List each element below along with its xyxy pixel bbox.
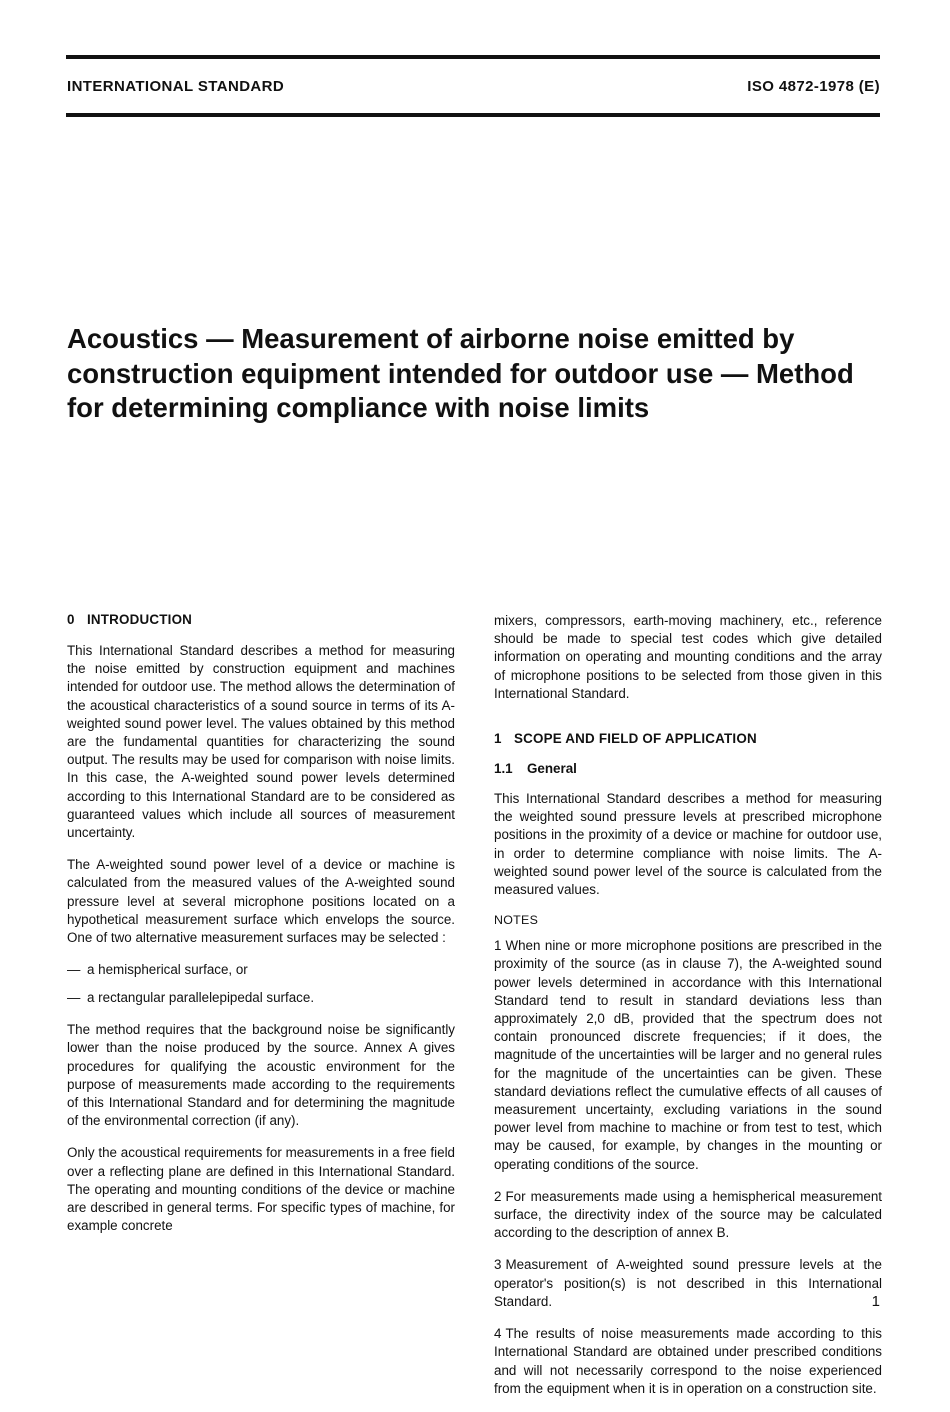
- notes-heading: NOTES: [494, 913, 539, 928]
- note-number: 3: [494, 1257, 502, 1273]
- dash-bullet: —: [67, 962, 81, 978]
- note-number: 2: [494, 1188, 502, 1204]
- section-0-heading: [67, 612, 455, 627]
- top-rule: [66, 55, 880, 59]
- general-paragraph: This International Standard describes a method for measuring the weighted sound pressure levels at prescribed microphone positions in the proximity of a device or machine for outdoor use, in order to determine compliance with noise limits. The A-weighted sound power level of the source is calculated from the measured values.: [494, 791, 882, 898]
- section-1-heading: [494, 731, 882, 746]
- note-number: 1: [494, 938, 502, 954]
- header-document-id: ISO 4872-1978 (E): [747, 78, 880, 95]
- note-item: [494, 1188, 882, 1243]
- document-title: Acoustics — Measurement of airborne noise emitted by construction equipment intended for outdoor use — Method for determining compliance with noise limits: [67, 323, 854, 423]
- intro-paragraph-continued: mixers, compressors, earth-moving machinery, etc., reference should be made to special test codes which give detailed information on operating and mounting conditions and the array of microphone positions to be selected from those given in this International Standard.: [494, 613, 882, 701]
- note-text: Measurement of A-weighted sound pressure levels at the operator's position(s) is not described in this International Standard.: [494, 1257, 882, 1309]
- right-column: [494, 612, 882, 1412]
- section-title: INTRODUCTION: [87, 612, 193, 627]
- list-item-text: a rectangular parallelepipedal surface.: [87, 990, 315, 1006]
- section-number: 0: [67, 612, 75, 627]
- note-item: [494, 1256, 882, 1311]
- header-standard-label: INTERNATIONAL STANDARD: [67, 78, 285, 95]
- list-item: [67, 989, 455, 1007]
- subsection-1-1-heading: [494, 761, 882, 776]
- intro-paragraph-4: Only the acoustical requirements for measurements in a free field over a reflecting plane are defined in this International Standard. The operating and mounting conditions of the device or machine are described in general terms. For specific types of machine, for example concrete: [67, 1145, 455, 1234]
- note-item: [494, 937, 882, 1174]
- surface-options-list: [67, 961, 455, 1007]
- section-number: 1: [494, 731, 502, 747]
- header-bottom-rule: [66, 113, 880, 117]
- subsection-title: General: [527, 761, 577, 777]
- left-column: [67, 612, 455, 1249]
- subsection-number: 1.1: [494, 761, 513, 777]
- note-text: When nine or more microphone positions are prescribed in the proximity of the source (as in clause 7), the A-weighted sound power levels determined in accordance with this International Standard tend to result in standard deviations less than approximately 2,0 dB, provided that the spectrum does not contain pronounced discrete frequencies; if it does, the magnitude of the uncertainties will be larger and no general rules for the magnitude of the uncertainties can be given. These standard deviations reflect the cumulative effects of all causes of measurement uncertainty, excluding variations in the sound power level from machine to machine or from test to test, which may be caused, for example, by changes in the mounting or operating conditions of the source.: [494, 938, 882, 1172]
- intro-paragraph-1: This International Standard describes a method for measuring the noise emitted by construction equipment and machines intended for outdoor use. The method allows the determination of the acoustical characteristics of a sound source in terms of its A-weighted sound power level. The values obtained by this method are the fundamental quantities for characterizing the sound output. The results may be used for comparison with noise limits. In this case, the A-weighted sound power levels determined according to this International Standard are to be considered as guaranteed values which include all sources of measurement uncertainty.: [67, 643, 455, 841]
- intro-paragraph-3: The method requires that the background noise be significantly lower than the noise produced by the source. Annex A gives procedures for qualifying the acoustic environment for the purpose of measurements made according to the requirements of this International Standard and for determining the magnitude of the environmental correction (if any).: [67, 1022, 455, 1129]
- note-item: [494, 1325, 882, 1398]
- section-title: SCOPE AND FIELD OF APPLICATION: [514, 731, 757, 747]
- note-number: 4: [494, 1326, 502, 1342]
- list-item-text: a hemispherical surface, or: [87, 962, 248, 978]
- dash-bullet: —: [67, 990, 81, 1006]
- page-number: 1: [871, 1293, 880, 1310]
- note-text: For measurements made using a hemispherical measurement surface, the directivity index of the source may be calculated according to the description of annex B.: [494, 1188, 882, 1241]
- note-text: The results of noise measurements made according to this International Standard are obtained under prescribed conditions and will not necessarily correspond to the noise experienced from the equipment when it is in operation on a construction site.: [494, 1326, 882, 1396]
- list-item: [67, 961, 455, 979]
- intro-paragraph-2: The A-weighted sound power level of a device or machine is calculated from the measured values of the A-weighted sound pressure level at several microphone positions located on a hypothetical measurement surface which envelops the source. One of two alternative measurement surfaces may be selected :: [67, 857, 455, 946]
